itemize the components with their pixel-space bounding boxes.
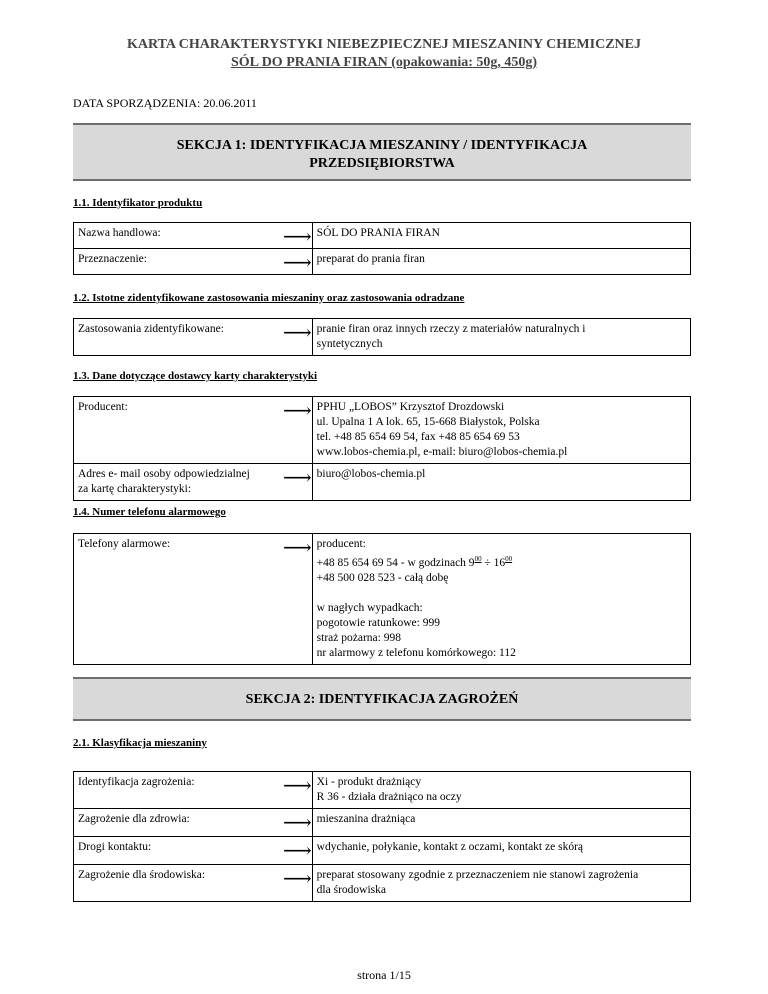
arrow-icon: ⟶ [283, 464, 312, 501]
row-value [312, 397, 690, 464]
value-line: ul. Upalna 1 A lok. 65, 15-668 Białystok, Polska [316, 416, 540, 428]
value-line: Xi - produkt drażniący [316, 776, 422, 788]
hour-start-sup: 00 [474, 555, 482, 563]
hazard-classification-table [73, 771, 691, 902]
row-value: mieszanina drażniąca [312, 809, 690, 837]
subsection-1-4-heading: 1.4. Numer telefonu alarmowego [73, 506, 226, 518]
value-line: www.lobos-chemia.pl, e-mail: biuro@lobos-chemia.pl [316, 446, 568, 458]
row-value [312, 319, 690, 356]
identified-uses-table [73, 318, 691, 356]
phone-line-1 [317, 552, 686, 571]
subsection-1-3-heading: 1.3. Dane dotyczące dostawcy karty charakterystyki [73, 370, 318, 382]
arrow-icon: ⟶ [283, 319, 312, 356]
value-line: syntetycznych [316, 338, 383, 350]
row-value [312, 534, 690, 665]
value-line: pranie firan oraz innych rzeczy z materiałów naturalnych i [316, 323, 586, 335]
arrow-icon: ⟶ [283, 837, 312, 865]
document-title: KARTA CHARAKTERYSTYKI NIEBEZPIECZNEJ MIESZANINY CHEMICZNEJ [127, 37, 641, 52]
subsection-2-1-heading: 2.1. Klasyfikacja mieszaniny [73, 737, 207, 749]
table-row [74, 809, 691, 837]
arrow-icon: ⟶ [283, 809, 312, 837]
subsection-1-2-heading: 1.2. Istotne zidentyfikowane zastosowania mieszaniny oraz zastosowania odradzane [73, 292, 465, 304]
supplier-table [73, 396, 691, 501]
arrow-icon: ⟶ [283, 865, 312, 902]
arrow-icon: ⟶ [283, 534, 312, 665]
row-label: Telefony alarmowe: [74, 534, 284, 665]
arrow-icon: ⟶ [283, 249, 312, 275]
emergency-title: w nagłych wypadkach: [316, 601, 423, 614]
page-number: strona 1/15 [357, 968, 411, 982]
arrow-icon: ⟶ [283, 772, 312, 809]
row-label: Przeznaczenie: [74, 249, 284, 275]
row-value: biuro@lobos-chemia.pl [312, 464, 690, 501]
arrow-icon: ⟶ [283, 223, 312, 249]
arrow-icon: ⟶ [283, 397, 312, 464]
table-row [74, 534, 691, 665]
phone-1-text: +48 85 654 69 54 - w godzinach 9 [316, 556, 475, 569]
emergency-phone-table [73, 533, 691, 665]
hour-range: ÷ 16 [481, 556, 506, 569]
hour-end-sup: 00 [505, 555, 513, 563]
row-label: Zagrożenie dla zdrowia: [74, 809, 284, 837]
table-row [74, 397, 691, 464]
row-label: Nazwa handlowa: [74, 223, 284, 249]
product-title: SÓL DO PRANIA FIRAN (opakowania: 50g, 450g) [230, 55, 538, 70]
value-line: preparat stosowany zgodnie z przeznaczeniem nie stanowi zagrożenia [316, 869, 639, 881]
section-1-title-line1: SEKCJA 1: IDENTYFIKACJA MIESZANINY / IDENTYFIKACJA [176, 138, 588, 153]
row-label: Producent: [74, 397, 284, 464]
section-2-banner [73, 677, 691, 721]
emergency-line: nr alarmowy z telefonu komórkowego: 112 [316, 646, 516, 659]
row-label: Identyfikacja zagrożenia: [74, 772, 284, 809]
phone-line-2: +48 500 028 523 - całą dobę [316, 571, 449, 584]
row-value: wdychanie, połykanie, kontakt z oczami, kontakt ze skórą [312, 837, 690, 865]
preparation-date: DATA SPORZĄDZENIA: 20.06.2011 [73, 96, 257, 110]
value-line: R 36 - działa drażniąco na oczy [316, 791, 462, 803]
document-header [0, 36, 768, 72]
table-row [74, 865, 691, 902]
row-label: Zagrożenie dla środowiska: [74, 865, 284, 902]
row-value: SÓL DO PRANIA FIRAN [312, 223, 690, 249]
producer-label: producent: [316, 538, 366, 550]
value-line: dla środowiska [316, 884, 386, 896]
table-row [74, 772, 691, 809]
table-row [74, 223, 691, 249]
label-line: za kartę charakterystyki: [78, 483, 192, 495]
value-line: tel. +48 85 654 69 54, fax +48 85 654 69 53 [316, 431, 520, 443]
table-row [74, 464, 691, 501]
table-row [74, 837, 691, 865]
section-1-title-line2: PRZEDSIĘBIORSTWA [309, 156, 455, 171]
product-identifier-table [73, 222, 691, 275]
row-label [74, 464, 284, 501]
row-value: preparat do prania firan [312, 249, 690, 275]
row-value [312, 772, 690, 809]
table-row [74, 249, 691, 275]
table-row [74, 319, 691, 356]
section-1-banner [73, 123, 691, 181]
emergency-line: straż pożarna: 998 [316, 631, 401, 644]
row-label: Drogi kontaktu: [74, 837, 284, 865]
emergency-line: pogotowie ratunkowe: 999 [316, 616, 440, 629]
row-label: Zastosowania zidentyfikowane: [74, 319, 284, 356]
row-value [312, 865, 690, 902]
label-line: Adres e- mail osoby odpowiedzialnej [78, 468, 250, 480]
section-2-title: SEKCJA 2: IDENTYFIKACJA ZAGROŻEŃ [245, 692, 519, 707]
value-line: PPHU „LOBOS” Krzysztof Drozdowski [316, 401, 505, 413]
subsection-1-1-heading: 1.1. Identyfikator produktu [73, 197, 203, 209]
